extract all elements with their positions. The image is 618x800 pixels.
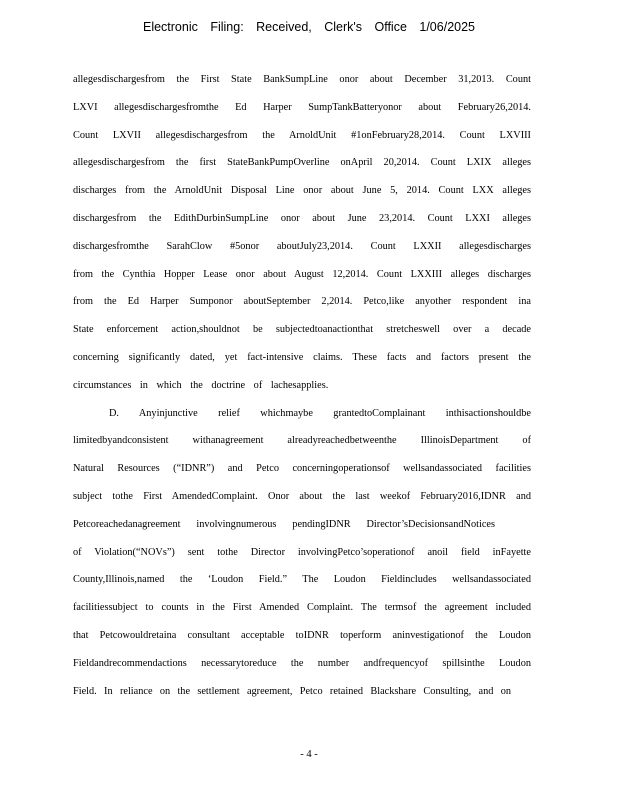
body-line: subject tothe First AmendedComplaint. Onor about the last weekof February2016,IDNR and [73, 490, 531, 502]
page-number: - 4 - [300, 749, 318, 760]
filing-stamp-header: Electronic Filing: Received, Clerk's Office 1/06/2025 [142, 20, 475, 34]
body-line: County,Illinois,named the ‘Loudon Field.” The Loudon Fieldincludes wellsandassociated [73, 574, 531, 586]
body-line: dischargesfrom the EdithDurbinSumpLine onor about June 23,2014. Count LXXI alleges [73, 212, 531, 224]
body-line: from the Cynthia Hopper Lease onor about August 12,2014. Count LXXIII alleges discharges [73, 268, 531, 280]
body-line: of Violation(“NOVs”) sent tothe Director involvingPetco’soperationof anoil field inFayette [73, 546, 531, 558]
body-line: dischargesfromthe SarahClow #5onor aboutJuly23,2014. Count LXXII allegesdischarges [73, 240, 531, 252]
body-line: discharges from the ArnoldUnit Disposal Line onor about June 5, 2014. Count LXX alleges [73, 185, 531, 197]
body-line: Fieldandrecommendactions necessarytoreduce the number andfrequencyof spillsinthe Loudon [73, 657, 531, 669]
body-line: allegesdischargesfrom the first StateBankPumpOverline onApril 20,2014. Count LXIX alleges [73, 157, 531, 169]
body-line: State enforcement action,shouldnot be subjectedtoanactionthat stretcheswell over a decade [73, 324, 531, 336]
document-body [73, 66, 531, 705]
body-line: facilitiessubject to counts in the First Amended Complaint. The termsof the agreement included [73, 602, 531, 614]
body-line: limitedbyandconsistent withanagreement alreadyreachedbetweenthe IllinoisDepartment of [73, 435, 531, 447]
body-line: circumstances in which the doctrine of lachesapplies. [73, 379, 329, 391]
body-line: concerning significantly dated, yet fact-intensive claims. These facts and factors present the [73, 351, 531, 363]
body-line: LXVI allegesdischargesfromthe Ed Harper SumpTankBatteryonor about February26,2014. [73, 101, 531, 113]
body-line: Natural Resources (“IDNR”) and Petco concerningoperationsof wellsandassociated facilities [73, 463, 531, 475]
body-line: Field. In reliance on the settlement agreement, Petco retained Blackshare Consulting, and on [73, 685, 511, 697]
body-line: from the Ed Harper Sumponor aboutSeptember 2,2014. Petco,like anyother respondent ina [73, 296, 531, 308]
body-line: Petcoreachedanagreement involvingnumerous pendingIDNR Director’sDecisionsandNotices [73, 518, 495, 530]
section-d-first-line: D. Anyinjunctive relief whichmaybe grantedtoComplainant inthisactionshouldbe [109, 407, 531, 419]
body-line: allegesdischargesfrom the First State BankSumpLine onor about December 31,2013. Count [73, 74, 531, 85]
body-line: that Petcowouldretaina consultant acceptable toIDNR toperform aninvestigationof the Loudon [73, 629, 531, 641]
body-line: Count LXVII allegesdischargesfrom the ArnoldUnit #1onFebruary28,2014. Count LXVIII [73, 129, 531, 141]
